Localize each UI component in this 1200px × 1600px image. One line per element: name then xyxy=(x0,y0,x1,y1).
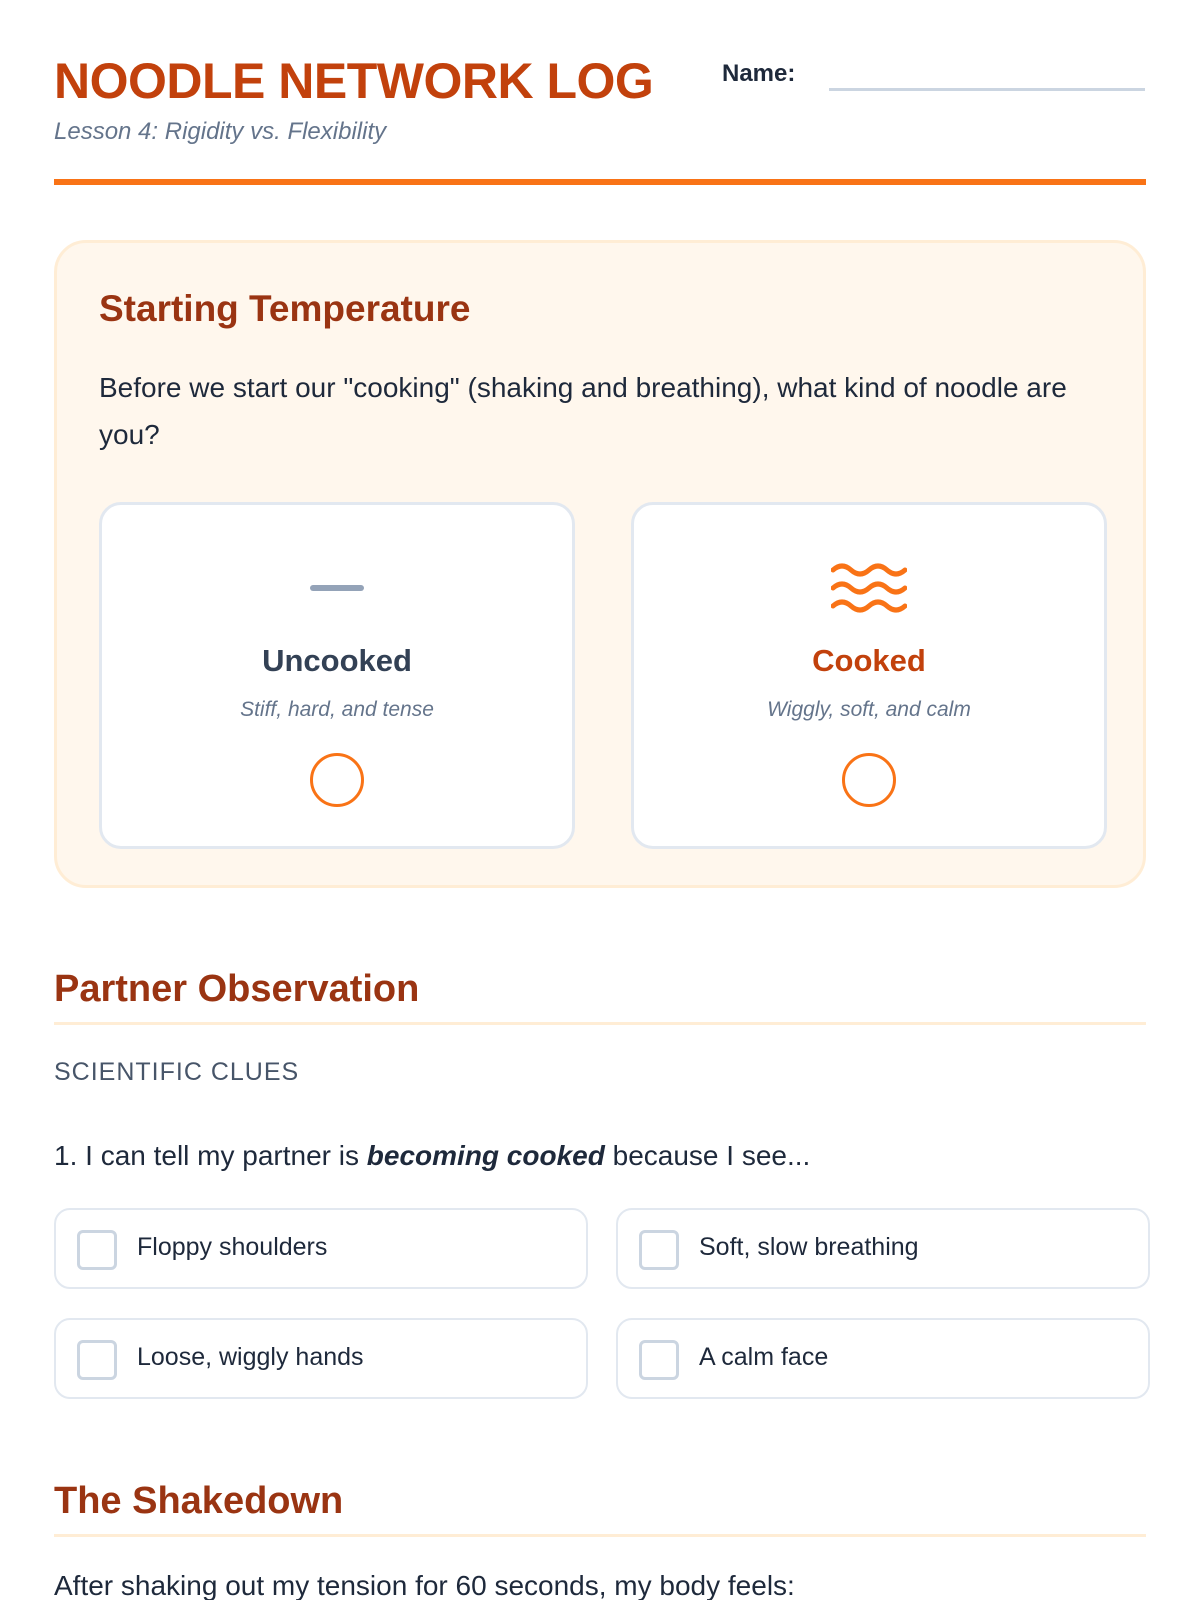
clue-checkbox[interactable] xyxy=(77,1230,117,1270)
shakedown-prompt: After shaking out my tension for 60 seconds, my body feels: xyxy=(54,1570,795,1600)
clue-checkbox[interactable] xyxy=(639,1340,679,1380)
clue-checkbox[interactable] xyxy=(639,1230,679,1270)
clue-loose-wiggly-hands[interactable] xyxy=(54,1318,588,1399)
clue-calm-face[interactable] xyxy=(616,1318,1150,1399)
option-uncooked-radio[interactable] xyxy=(310,753,364,807)
clue-floppy-shoulders[interactable] xyxy=(54,1208,588,1289)
straight-noodle-icon xyxy=(102,560,572,616)
option-cooked-description: Wiggly, soft, and calm xyxy=(767,698,971,721)
option-uncooked-description: Stiff, hard, and tense xyxy=(240,698,434,721)
name-field[interactable] xyxy=(829,88,1145,91)
clue-label: A calm face xyxy=(699,1343,829,1371)
header-divider xyxy=(54,179,1146,185)
lesson-subtitle: Lesson 4: Rigidity vs. Flexibility xyxy=(54,118,387,145)
starting-temperature-title: Starting Temperature xyxy=(99,288,471,329)
option-cooked-title: Cooked xyxy=(812,643,926,678)
option-uncooked[interactable] xyxy=(99,502,575,849)
scientific-clues-label: SCIENTIFIC CLUES xyxy=(54,1058,300,1086)
clue-label: Loose, wiggly hands xyxy=(137,1343,364,1371)
question-prefix: 1. I can tell my partner is xyxy=(54,1140,360,1171)
starting-temperature-card xyxy=(54,240,1146,888)
name-label: Name: xyxy=(722,60,796,87)
partner-observation-title: Partner Observation xyxy=(54,968,420,1010)
clue-label: Soft, slow breathing xyxy=(699,1233,919,1261)
page-title: NOODLE NETWORK LOG xyxy=(54,53,654,109)
partner-observation-divider xyxy=(54,1022,1146,1025)
question-emphasis: becoming cooked xyxy=(366,1140,605,1171)
clue-soft-slow-breathing[interactable] xyxy=(616,1208,1150,1289)
wavy-noodle-icon xyxy=(634,560,1104,616)
option-cooked-radio[interactable] xyxy=(842,753,896,807)
clue-checkbox[interactable] xyxy=(77,1340,117,1380)
option-uncooked-title: Uncooked xyxy=(262,643,412,678)
shakedown-divider xyxy=(54,1534,1146,1537)
starting-temperature-question: Before we start our "cooking" (shaking and breathing), what kind of noodle are you? xyxy=(99,372,1067,450)
question-suffix: because I see... xyxy=(612,1140,811,1171)
worksheet-header xyxy=(54,0,1146,186)
option-cooked[interactable] xyxy=(631,502,1107,849)
shakedown-title: The Shakedown xyxy=(54,1480,344,1522)
clue-label: Floppy shoulders xyxy=(137,1233,328,1261)
observation-question xyxy=(54,1140,810,1172)
